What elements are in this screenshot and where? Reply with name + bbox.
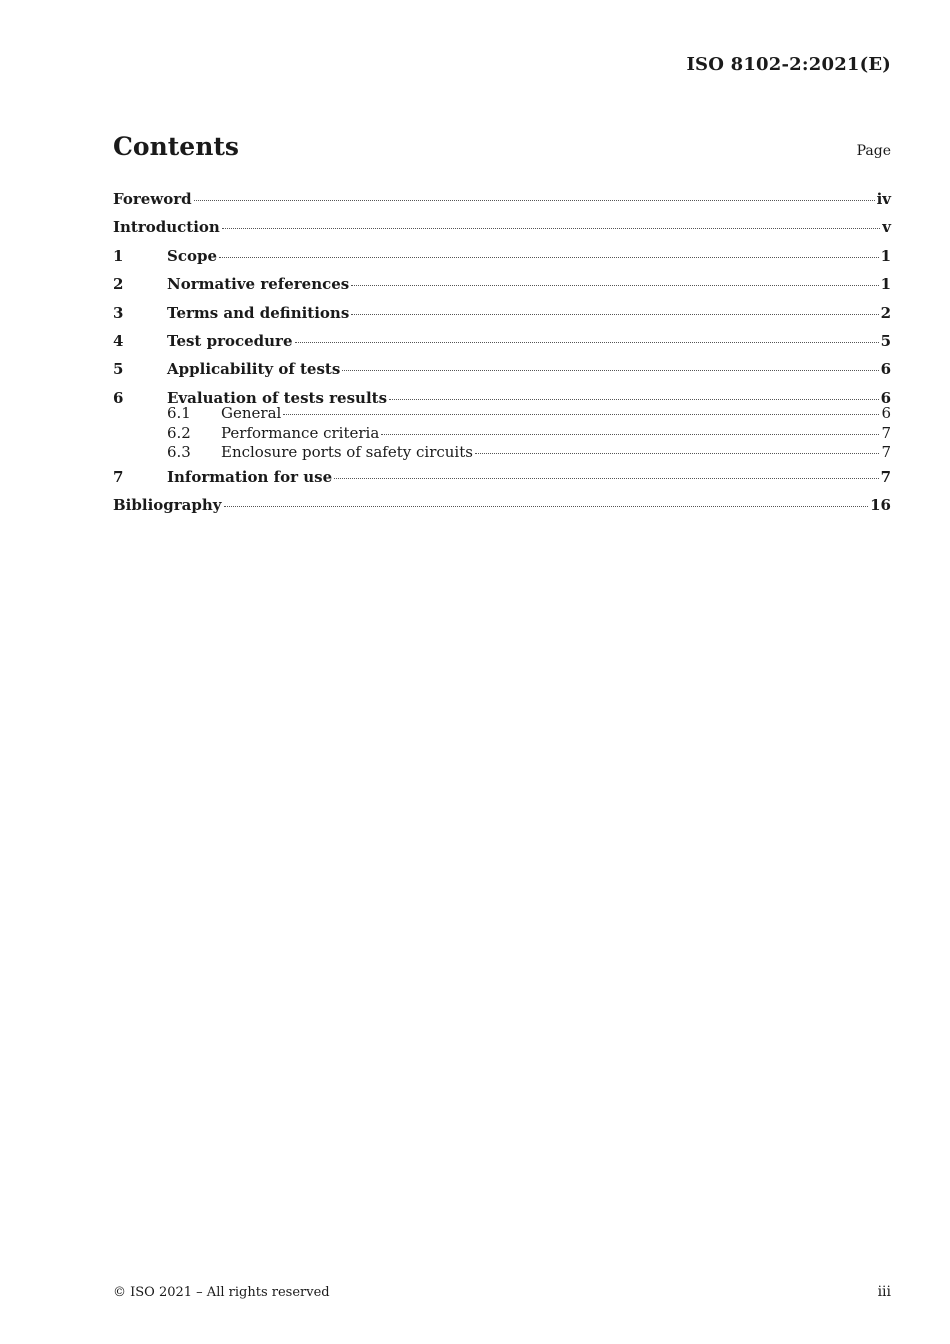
toc-entry-page: 16 [870, 496, 891, 515]
dot-leader [351, 285, 878, 286]
toc-subentry-performance-criteria[interactable] [113, 424, 891, 444]
dot-leader [475, 453, 880, 454]
toc-entry-title: Scope [167, 246, 218, 265]
toc-entry-number: 2 [113, 275, 124, 294]
dot-leader [222, 228, 880, 229]
toc-entry-page: 7 [881, 443, 891, 462]
toc-entry-title: Terms and definitions [167, 303, 350, 322]
dot-leader [224, 506, 869, 507]
contents-heading: Contents [113, 132, 240, 161]
dot-leader [295, 342, 879, 343]
toc-entry-title: General [221, 404, 282, 423]
footer-copyright: © ISO 2021 – All rights reserved [113, 1285, 330, 1300]
toc-entry-title: Enclosure ports of safety circuits [221, 443, 473, 462]
toc-entry-number: 6 [113, 388, 124, 407]
toc-entry-test-procedure[interactable] [113, 327, 891, 355]
dot-leader [381, 434, 879, 435]
toc-entry-title: Performance criteria [221, 423, 380, 442]
dot-leader [351, 314, 878, 315]
toc-entry-number: 1 [113, 246, 124, 265]
table-of-contents [113, 185, 891, 519]
toc-entry-page: 6 [881, 404, 891, 423]
toc-entry-title: Applicability of tests [167, 360, 341, 379]
toc-entry-number: 4 [113, 331, 124, 350]
dot-leader [334, 478, 878, 479]
toc-entry-title: Evaluation of tests results [167, 388, 388, 407]
toc-entry-page: 5 [880, 331, 891, 350]
toc-entry-page: 7 [880, 467, 891, 486]
toc-entry-title: Test procedure [167, 331, 293, 350]
page-column-label: Page [856, 143, 891, 159]
toc-entry-page: 6 [880, 388, 891, 407]
toc-entry-bibliography[interactable] [113, 491, 891, 519]
document-id: ISO 8102-2:2021(E) [686, 54, 891, 75]
toc-entry-page: 7 [881, 423, 891, 442]
toc-entry-title: Introduction [113, 218, 220, 237]
toc-subentry-enclosure-ports[interactable] [113, 443, 891, 463]
dot-leader [283, 414, 879, 415]
toc-entry-scope[interactable] [113, 242, 891, 270]
toc-entry-number: 6.2 [167, 423, 191, 442]
footer-page-number: iii [877, 1284, 891, 1300]
toc-entry-page: 2 [880, 303, 891, 322]
toc-entry-number: 7 [113, 467, 124, 486]
toc-entry-number: 3 [113, 303, 124, 322]
toc-entry-page: 6 [880, 360, 891, 379]
toc-subentry-general[interactable] [113, 404, 891, 424]
toc-entry-page: v [882, 218, 891, 237]
dot-leader [219, 257, 879, 258]
toc-entry-title: Normative references [167, 275, 350, 294]
toc-entry-title: Foreword [113, 190, 192, 208]
toc-entry-information-for-use[interactable] [113, 463, 891, 491]
dot-leader [342, 370, 878, 371]
toc-entry-number: 5 [113, 360, 124, 379]
toc-entry-foreword[interactable] [113, 185, 891, 213]
toc-entry-terms-and-definitions[interactable] [113, 299, 891, 327]
toc-entry-title: Information for use [167, 467, 333, 486]
toc-entry-page: 1 [880, 246, 891, 265]
toc-entry-title: Bibliography [113, 496, 222, 515]
toc-entry-introduction[interactable] [113, 213, 891, 241]
toc-entry-normative-references[interactable] [113, 270, 891, 298]
dot-leader [194, 200, 875, 201]
toc-entry-page: 1 [880, 275, 891, 294]
toc-entry-page: iv [876, 190, 891, 208]
toc-entry-number: 6.1 [167, 404, 191, 423]
toc-entry-number: 6.3 [167, 443, 191, 462]
dot-leader [389, 399, 879, 400]
toc-entry-applicability-of-tests[interactable] [113, 355, 891, 383]
